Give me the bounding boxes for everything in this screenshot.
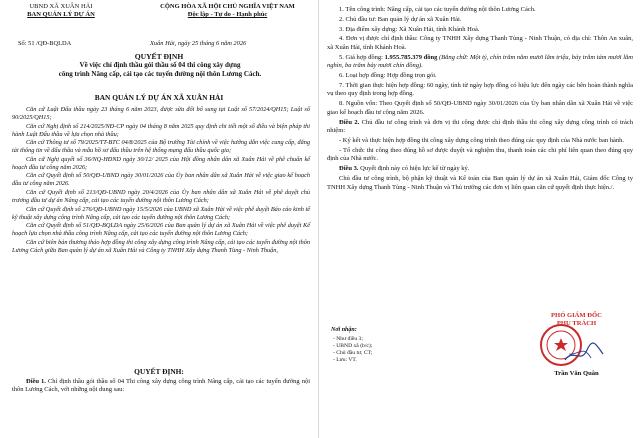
signature-block	[519, 312, 634, 377]
decision-item: 1. Tên công trình: Nâng cấp, cải tạo các tuyến đường nội thôn Lương Cách.	[339, 6, 536, 13]
decision-item-price	[327, 54, 633, 71]
recipients-heading: Nơi nhận:	[331, 327, 357, 333]
decision-item: 7. Thời gian thực hiện hợp đồng: 60 ngày, tính từ ngày hợp đồng có hiệu lực đến ngày các bên hoàn thành nghĩa vụ theo quy định trong hợp đồng.	[327, 81, 633, 98]
legal-basis: Căn cứ Luật Đấu thầu ngày 23 tháng 6 năm 2023, được sửa đổi bổ sung tại Luật số 57/2024/QH15; Luật số 90/2025/QH15;	[12, 106, 310, 121]
price-amount: 1.955.785.379 đồng	[384, 53, 438, 61]
article-text: Chủ đầu tư công trình và đơn vị thi công được chỉ định thầu thi công xây dựng công trình có trách nhiệm:	[327, 118, 634, 135]
signer-name: Trần Văn Quân	[554, 370, 599, 377]
legal-basis: Căn cứ Quyết định số 51/QĐ-BQLDA ngày 25/6/2026 của Ban quản lý dự án xã Xuân Hải về việc phê duyệt Kế hoạch lựa chọn nhà thầu công trình Nâng cấp, cải tạo các tuyến đường nội thôn Lương Cách;	[12, 222, 310, 238]
article-1	[12, 378, 310, 395]
document-number: Số: 51 /QĐ-BQLDA	[18, 40, 72, 47]
signer-title: PHÓ GIÁM ĐỐC	[551, 312, 602, 319]
decision-item: Chủ đầu tư công trình, bộ phận kỹ thuật và Kế toán của Ban quản lý dự án xã Xuân Hải, Giám đốc Công ty TNHH Xây dựng Thanh Tùng - Ninh Thuận và Thủ trưởng các đơn vị liên quan căn cứ quyết định thực hiện./.	[327, 174, 633, 191]
article-label: Điều 2.	[339, 118, 360, 126]
legal-basis: Căn cứ Nghị quyết số 36/NQ-HĐND ngày 30/12/ 2025 của Hội đồng nhân dân xã Xuân Hải về phê chuẩn kế hoạch đầu tư công năm 2026;	[12, 155, 310, 171]
decision-item: 3. Địa điểm xây dựng: Xã Xuân Hải, tỉnh Khánh Hoà.	[339, 25, 480, 33]
article-text: Chỉ định thầu gói thầu số 04 Thi công xây dựng công trình Nâng cấp, cải tạo các tuyến đường nội thôn Lương Cách, với những nội dung sau:	[12, 378, 311, 394]
place-date: Xuân Hải, ngày 25 tháng 6 năm 2026	[150, 40, 247, 47]
recipient-item: - Chủ đầu tư, CT;	[333, 350, 373, 356]
org-line-2: BAN QUẢN LÝ DỰ ÁN	[27, 11, 95, 18]
official-seal-icon	[539, 320, 607, 370]
decision-item: 6. Loại hợp đồng: Hợp đồng trọn gói.	[339, 72, 437, 80]
decision-item: - Tổ chức thi công theo đúng hồ sơ được duyệt và nghiệm thu, thanh toán các chi phí liên quan theo đúng quy định của Nhà nước.	[327, 146, 633, 163]
decision-item: 8. Nguồn vốn: Theo Quyết định số 50/QĐ-UBND ngày 30/01/2026 của Ủy ban nhân dân xã Xuân Hải về việc giao kế hoạch đầu tư công năm 2026.	[327, 100, 633, 116]
legal-basis: Căn cứ Quyết định số 213/QĐ-UBND ngày 20/4/2026 của Ủy ban nhân dân xã Xuân Hải về phê duyệt chủ trương đầu tư dự án Nâng cấp, cải tạo các tuyến đường nội thôn Lương Cách;	[12, 189, 310, 204]
decision-heading: QUYẾT ĐỊNH:	[134, 367, 184, 376]
legal-basis: Căn cứ Quyết định số 276/QĐ-UBND ngày 15/5/2026 của UBND xã Xuân Hải về việc phê duyệt Báo cáo kinh tế kỹ thuật xây dựng công trình Nâng cấp, cải tạo các tuyến đường nội thôn Lương Cách;	[12, 205, 310, 221]
legal-bases	[12, 106, 310, 255]
decision-items	[327, 6, 633, 193]
subject-line: Về việc chỉ định thầu gói thầu số 04 thi công xây dựng	[79, 61, 241, 69]
legal-basis: Căn cứ Quyết định số 50/QĐ-UBND ngày 30/01/2026 của Ủy ban nhân dân xã Xuân Hải về việc giao kế hoạch đầu tư công năm 2026.	[12, 172, 310, 188]
recipients-list	[333, 336, 372, 364]
legal-basis: Căn cứ Nghị định số 214/2025/NĐ-CP ngày 04 tháng 8 năm 2025 quy định chi tiết một số điều và biện pháp thi hành Luật Đấu thầu về lựa chọn nhà thầu;	[12, 122, 310, 138]
document-subject	[30, 61, 290, 79]
decision-item: - Ký kết và thực hiện hợp đồng thi công xây dựng công trình theo đúng các quy định của Nhà nước ban hành.	[339, 137, 624, 144]
article-label: Điều 1.	[26, 378, 46, 385]
article-3	[327, 165, 633, 174]
document-title: QUYẾT ĐỊNH	[134, 52, 184, 61]
price-prefix: 5. Giá hợp đồng:	[339, 53, 385, 61]
nation-line-2: Độc lập - Tự do - Hạnh phúc	[187, 11, 268, 18]
page-right	[319, 0, 640, 438]
nation-line-1: CỘNG HÒA XÃ HỘI CHỦ NGHĨA VIỆT NAM	[160, 3, 295, 10]
recipient-item: - Lưu: VT.	[333, 357, 357, 363]
article-text: Quyết định này có hiệu lực kể từ ngày ký.	[358, 165, 470, 173]
page-left	[0, 0, 319, 438]
decision-item: 4. Đơn vị được chỉ định thầu: Công ty TNHH Xây dựng Thanh Tùng - Ninh Thuận, có địa chỉ: Thôn An xuân, xã Xuân Hải, tỉnh Khánh Hoà.	[327, 35, 633, 51]
article-label: Điều 3.	[339, 165, 359, 173]
recipient-item: - Như điều 3;	[333, 336, 363, 342]
document-header	[0, 0, 318, 44]
org-line-1: UBND XÃ XUÂN HẢI	[29, 3, 93, 10]
issuing-org	[12, 3, 110, 19]
national-motto	[140, 3, 315, 19]
issuer-heading: BAN QUẢN LÝ DỰ ÁN XÃ XUÂN HẢI	[94, 93, 224, 102]
signer-role: PHỤ TRÁCH	[556, 320, 597, 327]
recipient-item: - UBND xã (b/c);	[333, 343, 373, 349]
price-in-words: (Bằng chữ: Một tỷ, chín trăm năm mươi lăm triệu, bảy trăm tám mươi lăm nghìn, ba trăm bảy mươi chín đồng).	[327, 53, 633, 70]
article-2	[327, 119, 633, 136]
legal-basis: Căn cứ biên bản thương thảo hợp đồng thi công xây dựng công trình Nâng cấp, cải tạo các tuyến đường nội thôn Lương Cách giữa Ban quản lý dự án xã Xuân Hải và Công ty TNHH Xây dựng Thanh Tùng - Ninh Thuận,	[12, 238, 310, 254]
subject-line: công trình Nâng cấp, cải tạo các tuyến đường nội thôn Lương Cách.	[58, 70, 262, 78]
decision-item: 2. Chủ đầu tư: Ban quản lý dự án xã Xuân Hải.	[339, 15, 462, 23]
legal-basis: Căn cứ Thông tư số 79/2025/TT-BTC 04/8/2025 của Bộ trưởng Tài chính về việc hướng dẫn việc cung cấp, đăng tải thông tin về đấu thầu và mẫu hồ sơ đấu thầu trên hệ thống mạng đấu thầu quốc gia;	[12, 139, 310, 155]
